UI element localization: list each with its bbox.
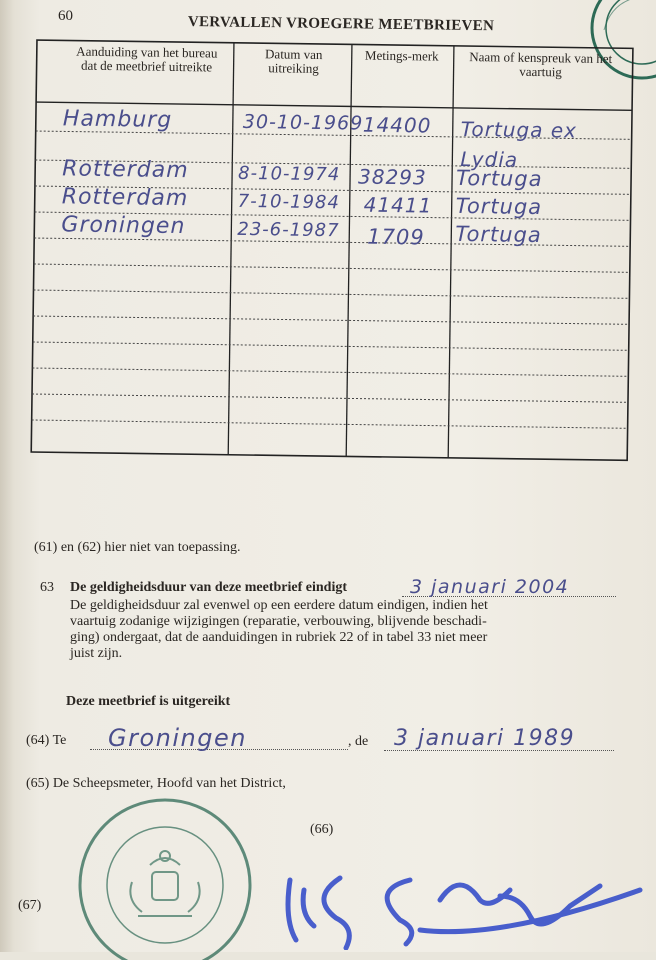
item-63-line-2: vaartuig zodanige wijzigingen (reparatie, verbouwing, blijvende beschadi-: [70, 614, 487, 629]
header-datum: Datum van uitreiking: [264, 46, 323, 76]
line-64-place: Groningen: [108, 724, 247, 752]
page-number: 60: [58, 8, 73, 24]
item-63-line-3: ging) ondergaat, dat de aanduidingen in rubriek 22 of in tabel 33 niet meer: [70, 630, 488, 645]
item-63-heading: De geldigheidsduur van deze meetbrief eindigt: [70, 580, 348, 595]
row2-datum: 8-10-1974: [237, 162, 341, 186]
header-merk: Metings-merk: [364, 47, 439, 64]
label-66: (66): [310, 822, 334, 837]
row3-datum: 7-10-1984: [237, 190, 341, 214]
row2-bureau: Rotterdam: [62, 156, 189, 184]
item-63-line-1: De geldigheidsduur zal evenwel op een eerdere datum eindigen, indien het: [70, 598, 488, 613]
row1-datum: 30-10-1969: [242, 110, 364, 135]
line-65: (65) De Scheepsmeter, Hoofd van het District,: [26, 776, 286, 791]
label-67: (67): [18, 898, 42, 913]
line-64-label: (64) Te: [26, 733, 67, 748]
row4-bureau: Groningen: [61, 212, 186, 240]
row3-bureau: Rotterdam: [61, 184, 189, 212]
item-63-number: 63: [40, 580, 54, 595]
header-naam: Naam of kenspreuk van het vaartuig: [469, 49, 613, 80]
line-64-de: , de: [348, 734, 369, 749]
row4-datum: 23-6-1987: [237, 218, 340, 242]
row4-naam: Tortuga: [455, 221, 542, 248]
row3-naam: Tortuga: [455, 193, 543, 220]
line-64-date: 3 januari 1989: [394, 726, 576, 751]
row4-merk: 1709: [367, 224, 425, 250]
row2-merk: 38293: [357, 164, 427, 190]
former-certificates-table: [28, 38, 638, 466]
table-grid: [28, 38, 638, 466]
page-title: VERVALLEN VROEGERE MEETBRIEVEN: [187, 14, 495, 35]
row2-naam: Tortuga: [455, 165, 543, 192]
row1-naam: Tortuga ex Lydia: [460, 116, 578, 172]
row3-merk: 41411: [363, 192, 433, 218]
line-61: (61) en (62) hier niet van toepassing.: [34, 540, 241, 555]
official-seal: [70, 790, 260, 960]
item-63-end-date: 3 januari 2004: [410, 576, 570, 598]
row1-merk: 14400: [362, 112, 432, 138]
row1-bureau: Hamburg: [62, 106, 173, 133]
issued-heading: Deze meetbrief is uitgereikt: [66, 694, 231, 709]
signature: [270, 850, 650, 950]
item-63-line-4: juist zijn.: [70, 646, 123, 661]
header-bureau: Aanduiding van het bureau dat de meetbrief uitreikte: [76, 43, 218, 75]
